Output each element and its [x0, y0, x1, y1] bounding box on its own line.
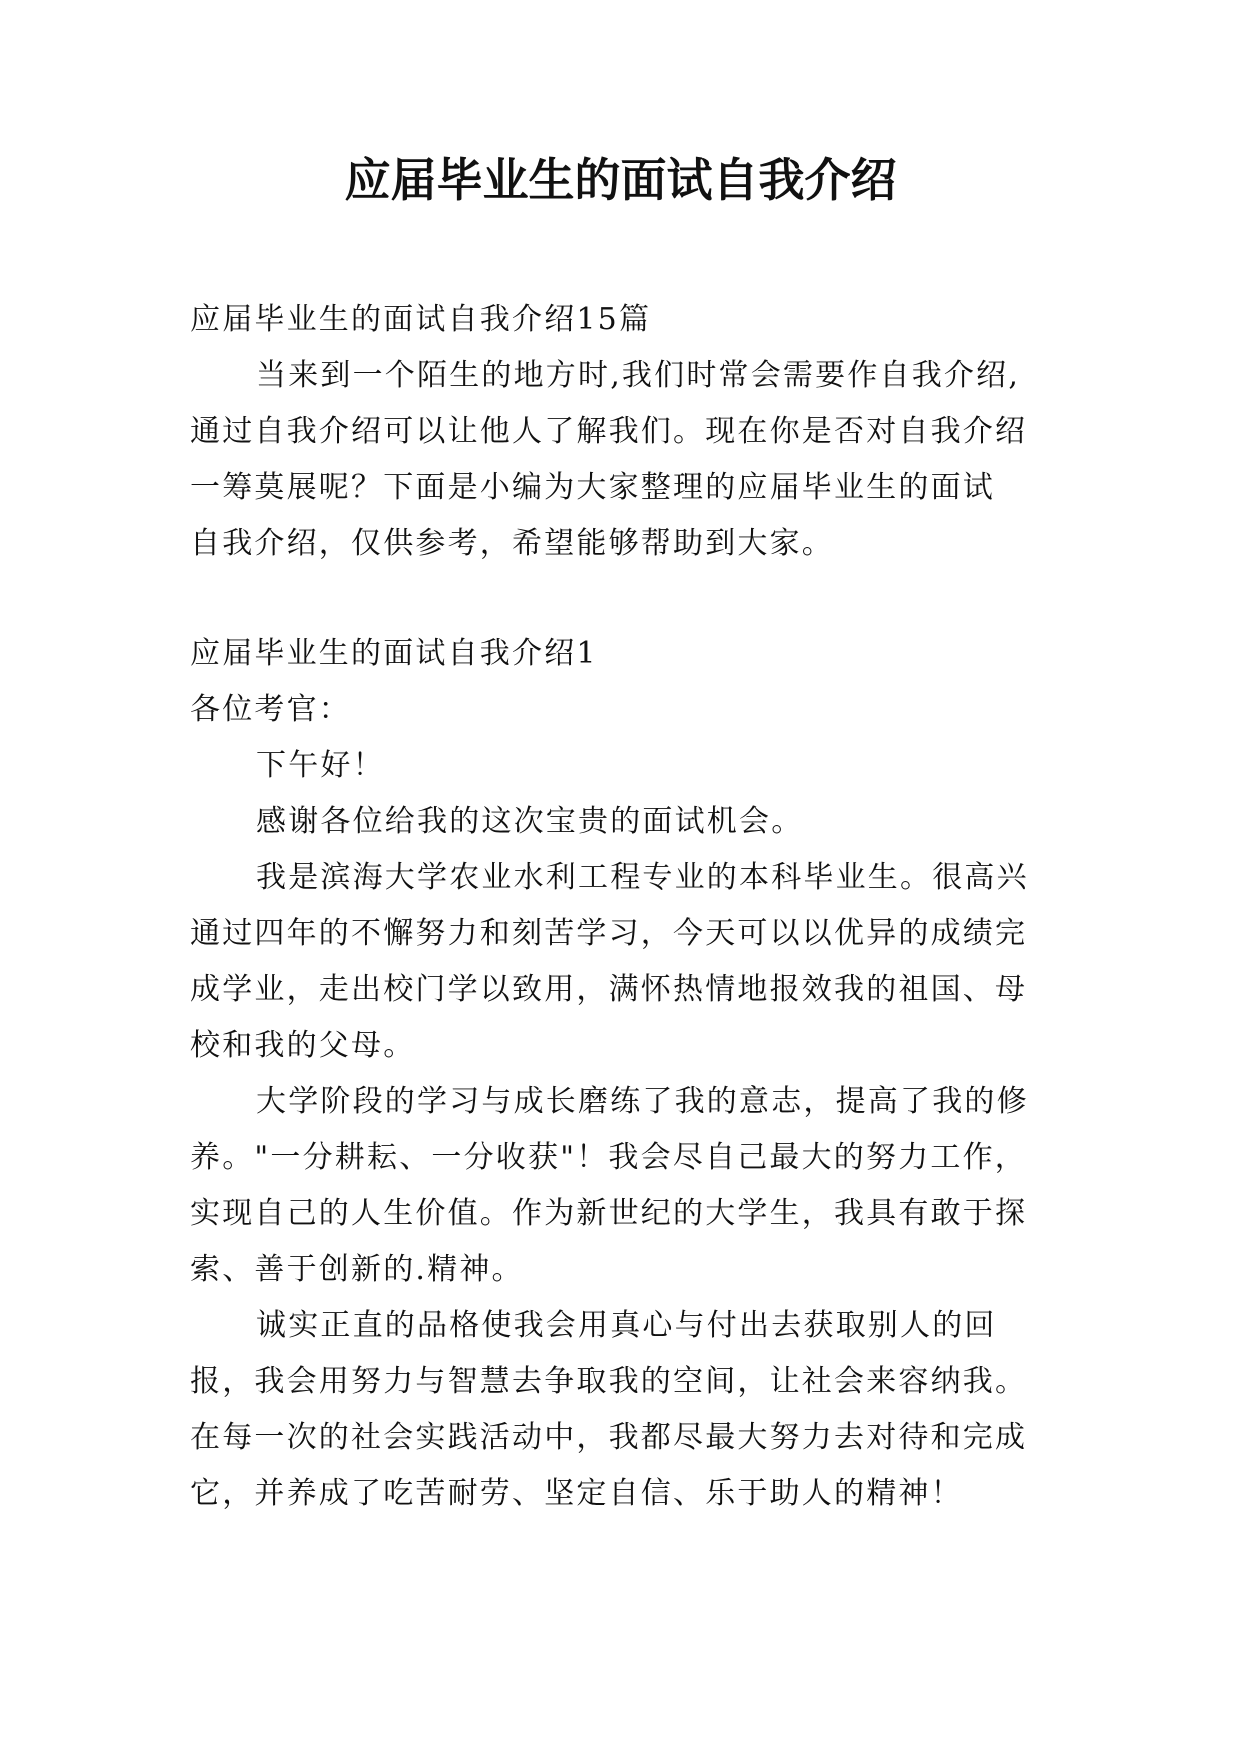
document-subtitle: 应届毕业生的面试自我介绍15篇 — [190, 302, 652, 337]
paragraph-line: 成学业，走出校门学以致用，满怀热情地报效我的祖国、母 — [190, 972, 1028, 1007]
salutation: 各位考官： — [190, 692, 351, 727]
section-heading: 应届毕业生的面试自我介绍1 — [190, 636, 598, 671]
paragraph-line: 养。"一分耕耘、一分收获"！我会尽自己最大的努力工作， — [190, 1140, 1027, 1175]
paragraph-line: 在每一次的社会实践活动中，我都尽最大努力去对待和完成 — [190, 1420, 1028, 1455]
paragraph-line: 通过四年的不懈努力和刻苦学习，今天可以以优异的成绩完 — [190, 916, 1028, 951]
paragraph-growth — [190, 1074, 1070, 1298]
paragraph-line: 报，我会用努力与智慧去争取我的空间，让社会来容纳我。 — [190, 1364, 1028, 1399]
paragraph-character — [190, 1298, 1070, 1522]
document-body — [190, 292, 1070, 1522]
intro-line: 一筹莫展呢？下面是小编为大家整理的应届毕业生的面试 — [190, 470, 995, 505]
intro-paragraph — [190, 348, 1070, 572]
paragraph-line: 索、善于创新的.精神。 — [190, 1252, 524, 1287]
thanks-line: 感谢各位给我的这次宝贵的面试机会。 — [256, 804, 804, 839]
blank-line — [190, 572, 1070, 626]
paragraph-line: 诚实正直的品格使我会用真心与付出去获取别人的回 — [256, 1308, 997, 1343]
paragraph-line: 实现自己的人生价值。作为新世纪的大学生，我具有敢于探 — [190, 1196, 1028, 1231]
paragraph-line: 大学阶段的学习与成长磨练了我的意志，提高了我的修 — [256, 1084, 1029, 1119]
paragraph-line: 我是滨海大学农业水利工程专业的本科毕业生。很高兴 — [256, 860, 1029, 895]
document-title: 应届毕业生的面试自我介绍 — [344, 153, 897, 207]
intro-line: 当来到一个陌生的地方时,我们时常会需要作自我介绍, — [256, 358, 1021, 393]
paragraph-line: 它，并养成了吃苦耐劳、坚定自信、乐于助人的精神！ — [190, 1476, 963, 1511]
paragraph-line: 校和我的父母。 — [190, 1028, 416, 1063]
greeting: 下午好！ — [256, 748, 385, 783]
intro-line: 自我介绍，仅供参考，希望能够帮助到大家。 — [190, 526, 834, 561]
intro-line: 通过自我介绍可以让他人了解我们。现在你是否对自我介绍 — [190, 414, 1028, 449]
paragraph-education — [190, 850, 1070, 1074]
